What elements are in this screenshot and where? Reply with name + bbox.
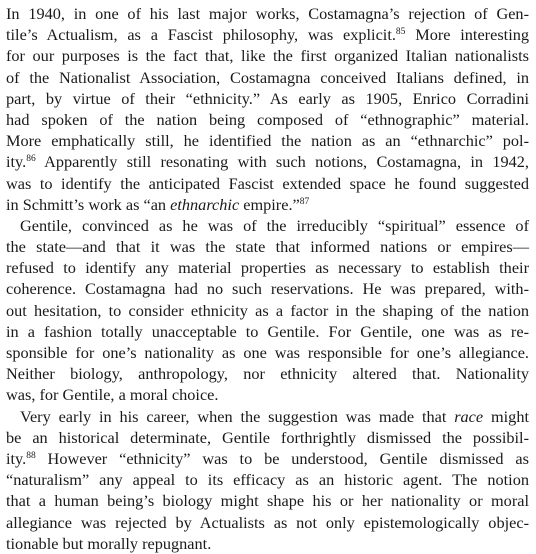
footnote-ref: 87 <box>299 196 310 207</box>
text-segment: Apparently still resonating with such notions, Costamagna, in 1942, <box>35 152 529 172</box>
text-line <box>6 3 529 24</box>
text-line <box>6 215 529 236</box>
text-segment: sponsible for one’s nationality as one was responsible for one’s allegiance. <box>6 343 529 362</box>
text-line <box>6 151 529 172</box>
text-segment: had spoken of the nation being composed of “ethnographic” material. <box>6 109 529 129</box>
text-line <box>6 300 529 321</box>
text-segment: More emphatically still, he identified the nation as an “ethnarchic” pol- <box>6 131 529 151</box>
text-line <box>6 88 529 109</box>
text-line <box>6 427 529 448</box>
text-segment: might <box>483 406 529 426</box>
text-line <box>6 130 529 151</box>
text-segment: in a fashion totally unacceptable to Gentile. For Gentile, one was as re- <box>6 321 529 341</box>
text-line <box>6 469 529 490</box>
text-segment: refused to identify any material properties as necessary to establish their <box>6 258 529 278</box>
text-line <box>6 363 529 384</box>
paragraph <box>6 406 529 554</box>
text-line <box>6 533 529 554</box>
text-segment: in Schmitt’s work as “an <box>6 194 171 214</box>
text-segment: was to identify the anticipated Fascist extended space he found suggested <box>6 173 529 193</box>
document-body <box>6 3 529 554</box>
text-segment: “naturalism” any appeal to its efficacy as an historic agent. The notion <box>6 470 529 490</box>
text-segment: Gentile, convinced as he was of the irreducibly “spiritual” essence of <box>20 215 529 235</box>
text-line <box>6 173 529 194</box>
text-segment: empire.” <box>239 194 300 214</box>
text-line <box>6 236 529 257</box>
footnote-ref: 86 <box>26 154 36 165</box>
text-segment: that a human being’s biology might shape his or her nationality or moral <box>6 491 529 511</box>
text-segment: part, by virtue of their “ethnicity.” As early as 1905, Enrico Corradini <box>6 88 529 108</box>
text-segment: allegiance was rejected by Actualists as not only epistemologically objec- <box>6 512 529 532</box>
text-segment: Very early in his career, when the suggestion was made that <box>20 406 455 426</box>
footnote-ref: 88 <box>26 450 36 461</box>
text-line <box>6 194 529 215</box>
text-segment: was, for Gentile, a moral choice. <box>6 385 219 405</box>
italic-text: race <box>454 406 484 426</box>
text-segment: ity. <box>6 448 27 468</box>
text-line <box>6 257 529 278</box>
text-segment: tionable but morally repugnant. <box>6 533 212 553</box>
text-segment: be an historical determinate, Gentile forthrightly dismissed the possibil- <box>6 427 529 447</box>
text-line <box>6 490 529 511</box>
text-segment: ity. <box>6 152 27 172</box>
text-segment: out hesitation, to consider ethnicity as a factor in the shaping of the nation <box>6 300 529 320</box>
text-segment: More interesting <box>405 25 529 45</box>
text-line <box>6 109 529 130</box>
text-segment: of the Nationalist Association, Costamagna conceived Italians defined, in <box>6 67 529 87</box>
text-line <box>6 448 529 469</box>
text-line <box>6 384 529 405</box>
text-segment: Neither biology, anthropology, nor ethnicity altered that. Nationality <box>6 364 529 384</box>
paragraph <box>6 215 529 406</box>
text-line <box>6 278 529 299</box>
text-segment: tile’s Actualism, as a Fascist philosophy, was explicit. <box>6 25 396 45</box>
text-line <box>6 45 529 66</box>
text-segment: for our purposes is the fact that, like the first organized Italian nationalists <box>6 46 529 66</box>
text-segment: However “ethnicity” was to be understood, Gentile dismissed as <box>35 448 529 468</box>
text-line <box>6 406 529 427</box>
text-segment: In 1940, in one of his last major works, Costamagna’s rejection of Gen- <box>6 4 529 23</box>
paragraph <box>6 3 529 215</box>
text-line <box>6 321 529 342</box>
italic-text: ethnarchic <box>170 194 240 214</box>
text-line <box>6 512 529 533</box>
text-line <box>6 342 529 363</box>
text-segment: the state—and that it was the state that informed nations or empires— <box>6 237 529 257</box>
footnote-ref: 85 <box>395 27 406 38</box>
text-line <box>6 24 529 45</box>
text-segment: coherence. Costamagna had no such reservations. He was prepared, with- <box>6 279 529 299</box>
text-line <box>6 67 529 88</box>
